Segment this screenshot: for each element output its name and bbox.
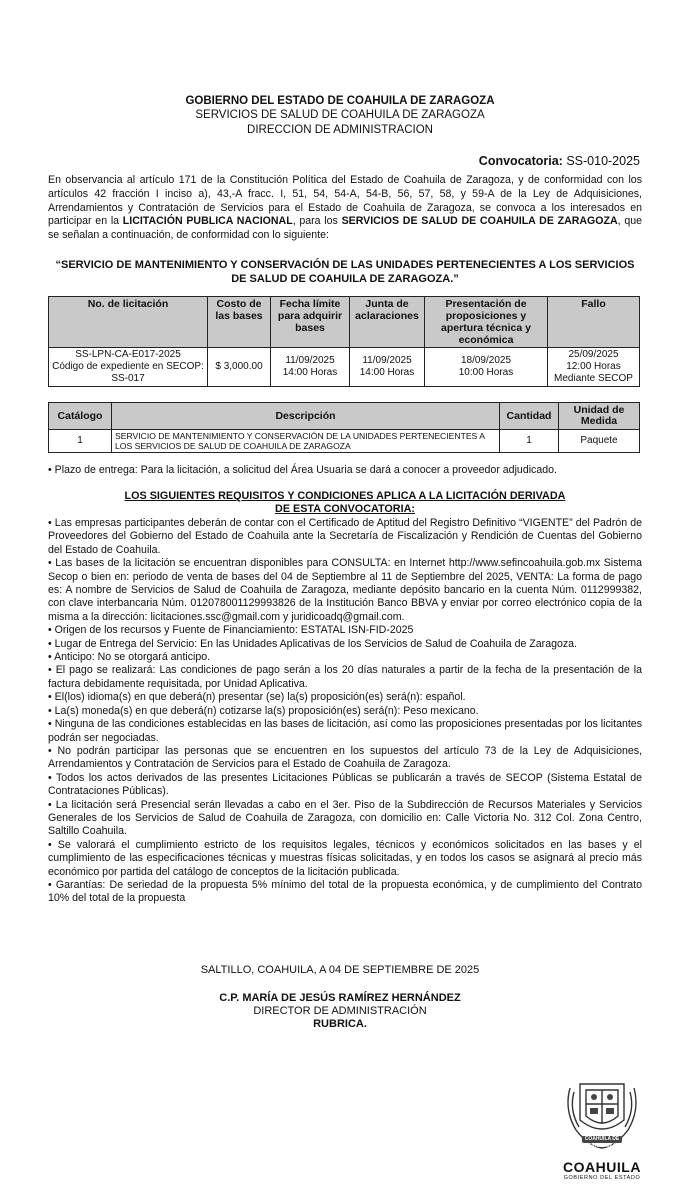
list-item: • Las bases de la licitación se encuentran disponibles para CONSULTA: en Internet http://www.sefincoahuila.gob.mx Sistema Secop o bien en: periodo de venta de bases del 04 de Septiembre al 11 de Septiembre del 2025, VENTA: La forma de pago es: A nombre de Servicios de Salud de Coahuila de Zaragoza, mediante depósito bancario en la cuenta Núm. 0112999382, con clave interbancaria Núm. 012078001129993826 de la Institución Banco BBVA y enviar por correo electrónico copia de la misma a la dirección: licitaciones.ssc@gmail.com y juridicoadq@gmail.com. (48, 557, 642, 623)
convocatoria-label: Convocatoria: (478, 154, 563, 168)
table-header-row (49, 403, 640, 430)
fecha-limite-date: 11/09/2025 (285, 355, 335, 366)
intro-text-1: En observancia al artículo 171 de la Constitución Política del Estado de Coahuila de Zaragoza, y de conformidad con los artículos 42 fracción I inciso a), 43,-A fracc. I, 51, 54, 54-A, 54-B, 56, 57, 58, y 59-A de la Ley de Adquisiciones, Arrendamientos y Contratación de Servicios para el Estado de Coahuila de Zaragoza, se convoca a los interesados en participar en la (48, 174, 642, 228)
requisitos-list (48, 517, 642, 906)
fallo-note: Mediante SECOP (554, 373, 633, 384)
header-cantidad: Cantidad (500, 403, 559, 430)
header-presentacion: Presentación de proposiciones y apertura técnica y económica (425, 297, 548, 348)
list-item: • La licitación será Presencial serán llevadas a cabo en el 3er. Piso de la Subdirección de Recursos Materiales y Servicios Generales de los Servicios de Salud de Coahuila de Zaragoza, con domicilio en: Calle Victoria No. 312 Col. Zona Centro, Saltillo Coahuila. (48, 798, 642, 838)
cell-catalogo: 1 (49, 430, 112, 453)
list-item: • Se valorará el cumplimiento estricto de los requisitos legales, técnicos y económicos solicitados en las bases y el cumplimiento de las especificaciones técnicas y muestras físicas solicitadas, y en todos los casos se asignará al precio más económico por partida del catálogo de conceptos de la licitación publicada. (48, 838, 642, 878)
intro-text-2: , para los (292, 215, 342, 228)
licitacion-table (48, 296, 640, 387)
header-junta: Junta de aclaraciones (350, 297, 425, 348)
plazo-entrega: • Plazo de entrega: Para la licitación, a solicitud del Área Usuaria se dará a conocer a proveedor adjudicado. (48, 464, 557, 476)
list-item: • Anticipo: No se otorgará anticipo. (48, 651, 211, 664)
header-health-services: SERVICIOS DE SALUD DE COAHUILA DE ZARAGOZA (195, 109, 485, 121)
junta-date: 11/09/2025 (362, 355, 412, 366)
cell-junta (350, 348, 425, 387)
presentacion-date: 18/09/2025 (460, 355, 512, 366)
licitacion-number: SS-LPN-CA-E017-2025 (75, 349, 181, 360)
intro-bold-licitacion: LICITACIÓN PUBLICA NACIONAL (122, 215, 293, 228)
header-descripcion: Descripción (112, 403, 500, 430)
convocatoria-line (479, 154, 640, 168)
list-item: • Lugar de Entrega del Servicio: En las Unidades Aplicativas de los Servicios de Salud de Coahuila de Zaragoza. (48, 637, 577, 650)
junta-time: 14:00 Horas (359, 367, 415, 378)
cell-presentacion (425, 348, 548, 387)
list-item: • Todos los actos derivados de las presentes Licitaciones Públicas se publicarán a través de SECOP (Sistema Estatal de Contrataciones Públicas). (48, 771, 642, 798)
list-item: • El pago se realizará: Las condiciones de pago serán a los 20 días naturales a partir de la fecha de la presentación de la factura debidamente requisitada, por Unidad Aplicativa. (48, 664, 642, 690)
header-catalogo: Catálogo (49, 403, 112, 430)
requisitos-title-line2: DE ESTA CONVOCATORIA: (275, 503, 415, 515)
presentacion-time: 10:00 Horas (458, 367, 514, 378)
table-row (49, 430, 640, 453)
header-costo: Costo de las bases (208, 297, 271, 348)
logo-subtitle: GOBIERNO DEL ESTADO (563, 1175, 641, 1181)
table-row (49, 348, 640, 387)
signatory-role: DIRECTOR DE ADMINISTRACIÓN (253, 1005, 427, 1017)
coahuila-logo (556, 1076, 648, 1181)
list-item: • Ninguna de las condiciones establecidas en las bases de licitación, así como las proposiciones presentadas por los licitantes podrán ser negociadas. (48, 718, 642, 744)
intro-text-3: , que se señalan a continuación, de conformidad con lo siguiente: (48, 215, 642, 242)
fallo-time: 12:00 Horas (566, 361, 621, 372)
requisitos-title (48, 490, 642, 516)
list-item: • Las empresas participantes deberán de contar con el Certificado de Aptitud del Registro Definitivo “VIGENTE” del Padrón de Proveedores del Gobierno del Estado de Coahuila ante la Secretaría de Fiscalización y Rendición de Cuentas del Gobierno del Estado de Coahuila. (48, 517, 642, 556)
intro-bold-servicios: SERVICIOS DE SALUD DE COAHUILA DE ZARAGOZA (341, 215, 618, 228)
header-government: GOBIERNO DEL ESTADO DE COAHUILA DE ZARAGOZA (185, 95, 495, 107)
list-item: • La(s) moneda(s) en que deberá(n) cotizarse la(s) proposición(es) será(n): Peso mexicano. (48, 704, 479, 717)
cell-fallo (548, 348, 640, 387)
logo-name: COAHUILA (563, 1159, 641, 1175)
intro-paragraph (48, 174, 642, 243)
header-administration: DIRECCION DE ADMINISTRACION (247, 124, 433, 136)
header-no-licitacion: No. de licitación (49, 297, 208, 348)
list-item: • Garantías: De seriedad de la propuesta 5% mínimo del total de la propuesta económica, y de cumplimiento del Contrato 10% del total de la propuesta (48, 878, 642, 905)
fallo-date: 25/09/2025 (568, 349, 619, 360)
place-date: SALTILLO, COAHUILA, A 04 DE SEPTIEMBRE DE 2025 (200, 964, 480, 976)
list-item: • No podrán participar las personas que se encuentren en los supuestos del artículo 73 de la Ley de Adquisiciones, Arrendamientos y Contratación de Servicios para el Estado de Coahuila de Zaragoza. (48, 744, 642, 771)
table-header-row (49, 297, 640, 348)
convocatoria-number: SS-010-2025 (566, 154, 640, 168)
cell-fecha-limite (271, 348, 350, 387)
seal-text: COAHUILA DE ZARAGOZA (584, 1136, 620, 1149)
cell-licitacion (49, 348, 208, 387)
cell-unidad: Paquete (559, 430, 640, 453)
header-fallo: Fallo (548, 297, 640, 348)
header-unidad: Unidad de Medida (559, 403, 640, 430)
list-item: • El(los) idioma(s) en que deberá(n) presentar (se) la(s) proposición(es) será(n): español. (48, 691, 466, 704)
requisitos-title-line1: LOS SIGUIENTES REQUISITOS Y CONDICIONES APLICA A LA LICITACIÓN DERIVADA (124, 490, 566, 502)
cell-descripcion: SERVICIO DE MANTENIMIENTO Y CONSERVACIÓN DE LA UNIDADES PERTENECIENTES A LOS SERVICIOS DE SALUD DE COAHUILA DE ZARAGOZA (112, 430, 500, 453)
cell-costo: $ 3,000.00 (208, 348, 271, 387)
catalog-table (48, 402, 640, 453)
rubrica: RUBRICA. (313, 1018, 367, 1030)
licitacion-expediente: Código de expediente en SECOP: SS-017 (52, 361, 204, 384)
service-title: “SERVICIO DE MANTENIMIENTO Y CONSERVACIÓN DE LAS UNIDADES PERTENECIENTES A LOS SERVICIOS DE SALUD DE COAHUILA DE ZARAGOZA.” (55, 259, 635, 285)
fecha-limite-time: 14:00 Horas (282, 367, 338, 378)
cell-cantidad: 1 (500, 430, 559, 453)
header-fecha-limite: Fecha límite para adquirir bases (271, 297, 350, 348)
signatory-name: C.P. MARÍA DE JESÚS RAMÍREZ HERNÁNDEZ (219, 992, 461, 1004)
list-item: • Origen de los recursos y Fuente de Financiamiento: ESTATAL ISN-FID-2025 (48, 624, 414, 637)
